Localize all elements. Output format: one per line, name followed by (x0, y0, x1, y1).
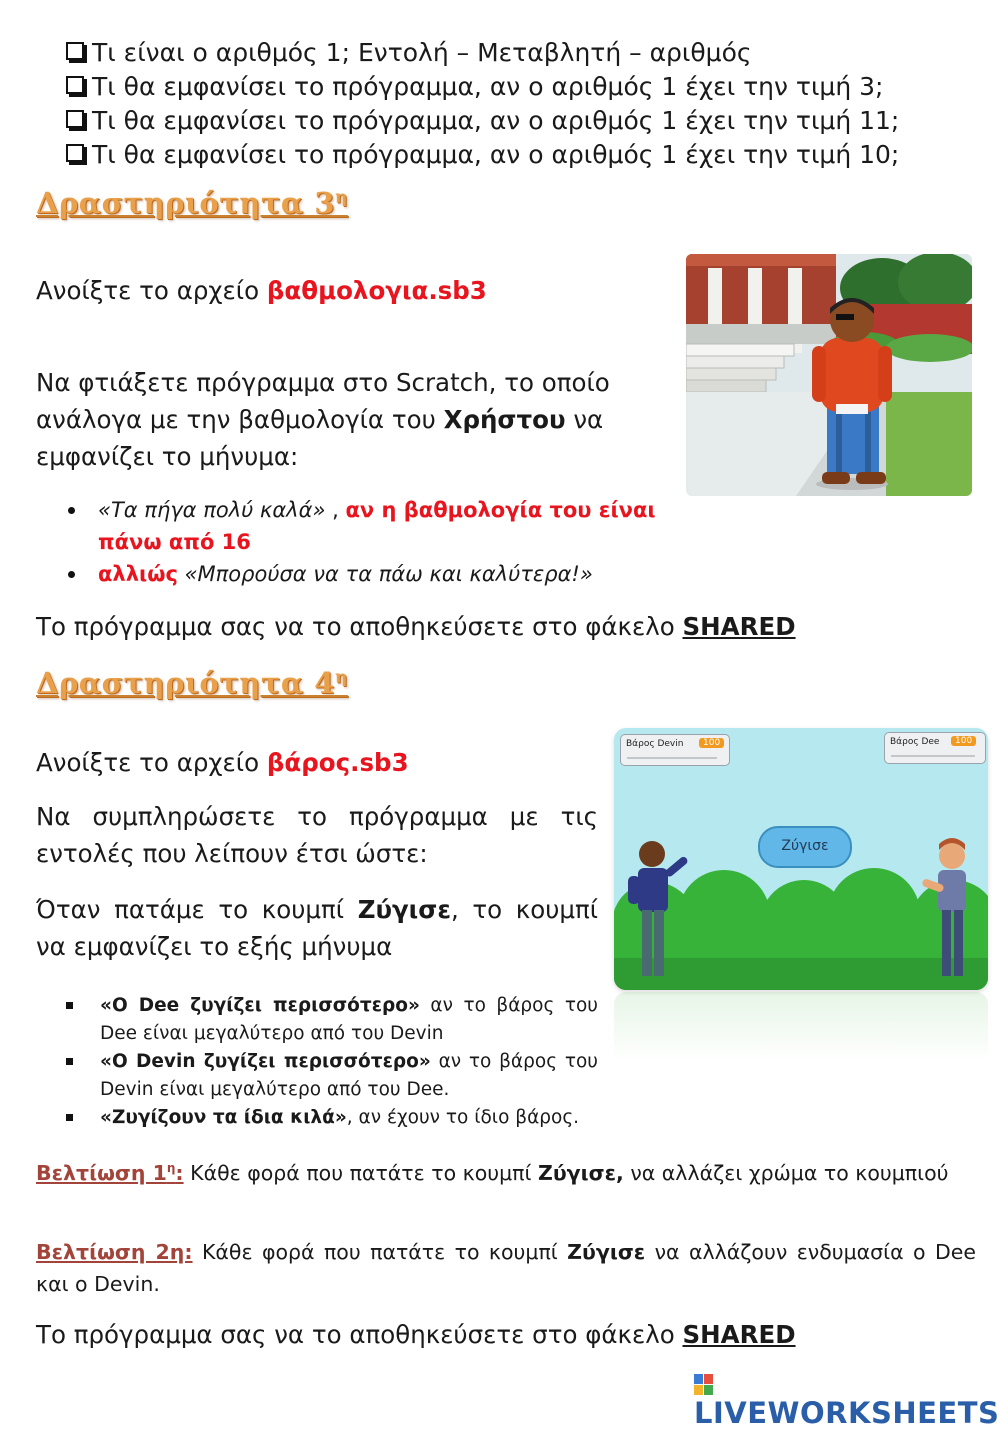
activity3-bullets (38, 494, 660, 590)
activity3-title: Δραστηριότητα $3^\eta$ (36, 186, 348, 220)
question-item: Τι θα εμφανίσει το πρόγραμμα, αν ο αριθμός 1 έχει την τιμή 3; (66, 70, 899, 104)
list-item: αλλιώς «Μπορούσα να τα πάω και καλύτερα!» (38, 558, 660, 590)
improvement-2: Βελτίωση 2η: Κάθε φορά που πατάτε το κουμπί Ζύγισε να αλλάζουν ενδυμασία ο Dee και ο Devin. (36, 1240, 976, 1296)
scratch-stage (614, 728, 988, 990)
weigh-button[interactable]: Ζύγισε (758, 826, 852, 868)
activity3-open-file: Ανοίξτε το αρχείο βαθμολογια.sb3 (36, 276, 487, 305)
activity3-filename: βαθμολογια.sb3 (266, 276, 487, 305)
activity4-open-file: Ανοίξτε το αρχείο βάρος.sb3 (36, 748, 409, 777)
logo-icon (694, 1374, 714, 1396)
checkbox-icon[interactable] (66, 110, 84, 128)
question-item: Τι θα εμφανίσει το πρόγραμμα, αν ο αριθμός 1 έχει την τιμή 10; (66, 138, 899, 172)
question-item: Τι θα εμφανίσει το πρόγραμμα, αν ο αριθμός 1 έχει την τιμή 11; (66, 104, 899, 138)
improvement-1: Βελτίωση $1^\eta$: Κάθε φορά που πατάτε το κουμπί Ζύγισε, να αλλάζει χρώμα το κουμπιού (36, 1160, 949, 1185)
checkbox-icon[interactable] (66, 76, 84, 94)
checkbox-icon[interactable] (66, 144, 84, 162)
student-illustration (686, 254, 972, 496)
questions-list (66, 36, 899, 172)
stage-reflection (614, 992, 988, 1062)
activity4-filename: βάρος.sb3 (266, 748, 409, 777)
var-monitor-devin: Βάρος Devin 100 (620, 734, 730, 766)
liveworksheets-logo: LIVEWORKSHEETS (694, 1374, 1000, 1430)
list-item: «Τα πήγα πολύ καλά» , αν η βαθμολογία του είναι πάνω από 16 (38, 494, 660, 558)
var-monitor-dee: Βάρος Dee 100 (884, 732, 986, 764)
activity4-title: Δραστηριότητα $4^\eta$ (36, 666, 348, 700)
activity4-messages (36, 992, 598, 1132)
activity3-description: Να φτιάξετε πρόγραμμα στο Scratch, το οποίο ανάλογα με την βαθμολογία του Χρήστου να εμφανίζει το μήνυμα: (36, 368, 610, 471)
list-item: «Ζυγίζουν τα ίδια κιλά», αν έχουν το ίδιο βάρος. (36, 1104, 598, 1132)
activity4-save: Το πρόγραμμα σας να το αποθηκεύσετε στο φάκελο SHARED (36, 1320, 796, 1349)
list-item: «Ο Dee ζυγίζει περισσότερο» αν το βάρος του Dee είναι μεγαλύτερο από του Devin (36, 992, 598, 1048)
list-item: «Ο Devin ζυγίζει περισσότερο» αν το βάρος του Devin είναι μεγαλύτερο από του Dee. (36, 1048, 598, 1104)
question-item: Τι είναι ο αριθμός 1; Εντολή – Μεταβλητή – αριθμός (66, 36, 899, 70)
checkbox-icon[interactable] (66, 42, 84, 60)
activity4-instruction: Όταν πατάμε το κουμπί Ζύγισε, το κουμπί να εμφανίζει το εξής μήνυμα (36, 895, 599, 961)
activity4-description: Να συμπληρώσετε το πρόγραμμα με τις εντολές που λείπουν έτσι ώστε: (36, 802, 598, 868)
activity3-save: Το πρόγραμμα σας να το αποθηκεύσετε στο φάκελο SHARED (36, 612, 796, 641)
